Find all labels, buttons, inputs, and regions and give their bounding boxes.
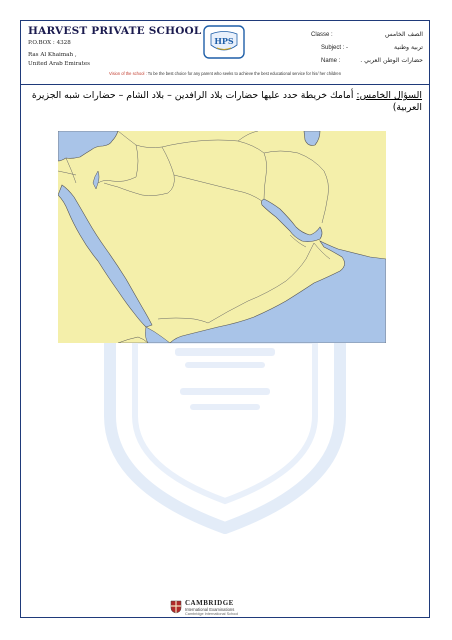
arab-region-map [58, 131, 386, 343]
name-label: Name : [321, 58, 341, 64]
school-logo-icon [203, 25, 245, 59]
school-name: HARVEST PRIVATE SCHOOL [28, 25, 202, 37]
logo-text: HPS [214, 36, 234, 46]
subject-label: Subject : - [321, 45, 349, 51]
vision-statement [21, 71, 429, 76]
vision-label: Vision of the school : [109, 71, 147, 76]
address-city: Ras Al Khaimah , [28, 52, 77, 58]
question-body: أمامك خريطة حدد عليها حضارات بلاد الرافدين – بلاد الشام – حضارات شبه الجزيرة العربية) [31, 90, 422, 113]
vision-text: To be the best choice for any parent who seeks to achieve the best educational service for his/ her children [147, 71, 341, 76]
question-text [27, 90, 422, 114]
subject-arabic: تربية وطنية [394, 44, 423, 51]
cambridge-name: CAMBRIDGE [185, 599, 234, 607]
address-country: United Arab Emirates [28, 61, 91, 67]
header-divider [21, 84, 429, 85]
topic-arabic: حضارات الوطن العربي . [360, 57, 423, 64]
cambridge-school-line: Cambridge International School [185, 612, 239, 616]
cambridge-subtitle: International Examinations [185, 607, 235, 612]
question-label: السؤال الخامس: [356, 90, 422, 101]
classe-label: Classe : [311, 32, 333, 38]
address-pobox: P.O.BOX : 4328 [28, 40, 71, 46]
cambridge-logo [170, 598, 280, 620]
cambridge-shield-icon [170, 600, 182, 614]
header [21, 21, 429, 83]
grade-arabic: الصف الخامس [384, 31, 423, 38]
